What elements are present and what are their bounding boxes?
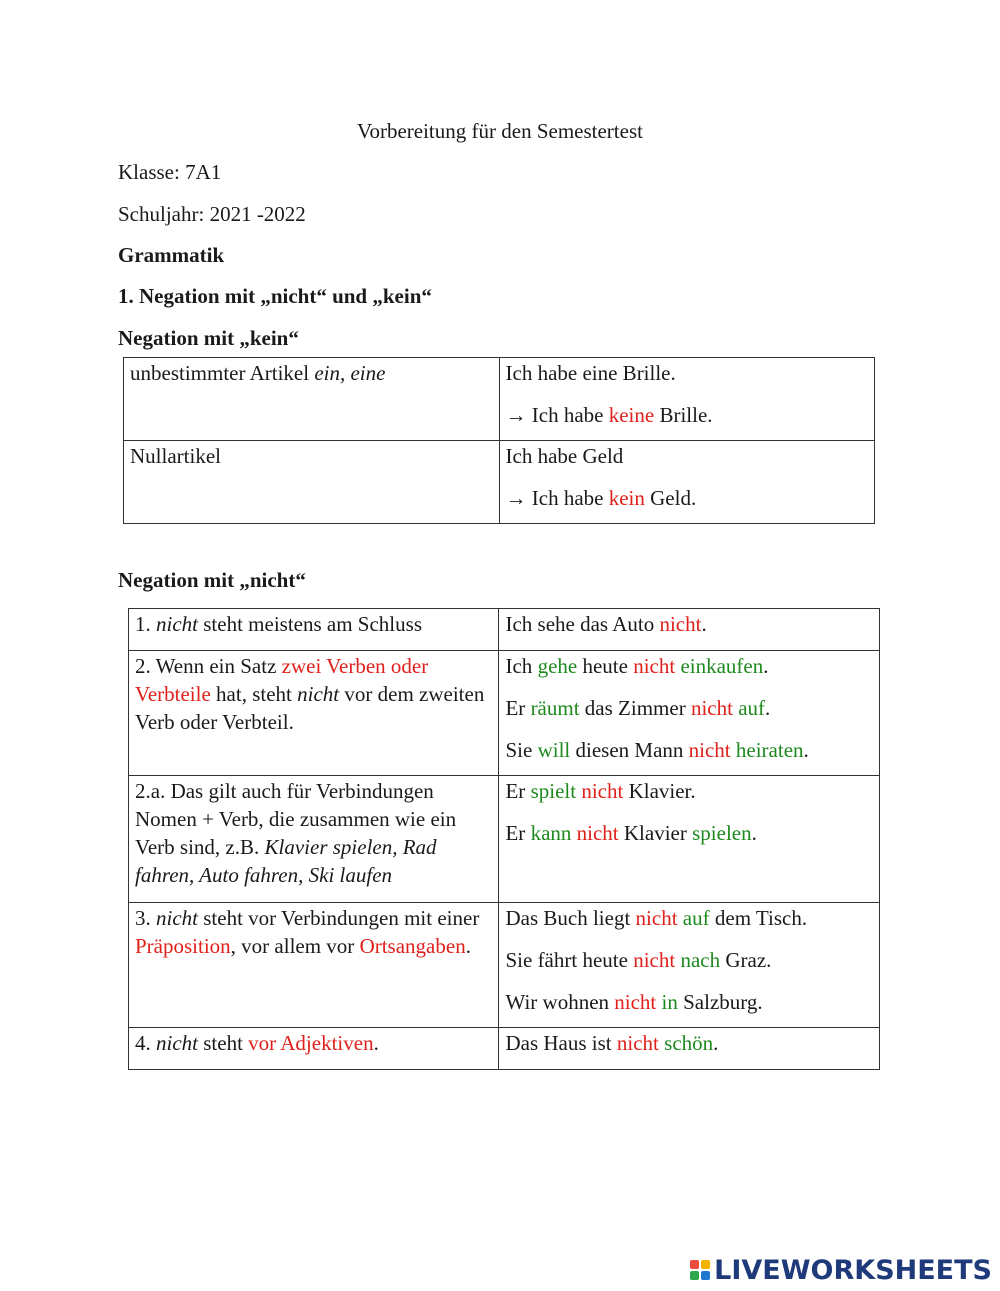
rule-cell: 3. nicht steht vor Verbindungen mit einer Präposition, vor allem vor Ortsangaben. [129,903,499,1028]
rule-cell: 2. Wenn ein Satz zwei Verben oder Verbteile hat, steht nicht vor dem zweiten Verb oder Verbteil. [129,651,499,776]
table-row [129,651,880,776]
school-year-line: Schuljahr: 2021 -2022 [118,202,306,226]
rule-cell: unbestimmter Artikel ein, eine [124,358,500,441]
example-sentence: Ich gehe heute nicht einkaufen. [505,654,769,678]
example-sentence: Er spielt nicht Klavier. [505,779,696,803]
logo-mark-icon [690,1260,710,1280]
example-sentence: Sie fährt heute nicht nach Graz. [505,948,772,972]
example-sentence: Er kann nicht Klavier spielen. [505,821,757,845]
table-row [129,903,880,1028]
table-row [124,358,875,441]
rule-cell: 2.a. Das gilt auch für Verbindungen Nomen + Verb, die zusammen wie ein Verb sind, z.B. Klavier spielen, Rad fahren, Auto fahren, Ski laufen [129,776,499,903]
example-sentence: Ich sehe das Auto nicht. [505,612,707,636]
rule-cell: Nullartikel [124,441,500,524]
example-sentence: Sie will diesen Mann nicht heiraten. [505,738,809,762]
liveworksheets-logo[interactable] [690,1253,992,1287]
example-cell [499,903,880,1028]
example-sentence: Wir wohnen nicht in Salzburg. [505,990,763,1014]
example-cell [499,609,880,651]
table-row [129,776,880,903]
example-cell [499,358,875,441]
logo-text: LIVEWORKSHEETS [714,1254,992,1286]
example-sentence: Das Buch liegt nicht auf dem Tisch. [505,906,808,930]
topic-heading: 1. Negation mit „nicht“ und „kein“ [118,284,432,308]
example-sentence: Er räumt das Zimmer nicht auf. [505,696,771,720]
nicht-heading: Negation mit „nicht“ [118,568,306,592]
class-line: Klasse: 7A1 [118,160,222,184]
example-sentence: → Ich habe kein Geld. [505,486,697,510]
table-row [129,1028,880,1070]
example-cell [499,651,880,776]
section-heading: Grammatik [118,243,225,267]
rule-cell: 4. nicht steht vor Adjektiven. [129,1028,499,1070]
example-sentence: Ich habe Geld [505,444,624,468]
example-cell [499,1028,880,1070]
kein-heading: Negation mit „kein“ [118,326,299,350]
example-cell [499,441,875,524]
example-cell [499,776,880,903]
kein-table [123,357,875,524]
table-row [124,441,875,524]
example-sentence: Ich habe eine Brille. [505,361,676,385]
document-title: Vorbereitung für den Semestertest [357,119,643,143]
example-sentence: Das Haus ist nicht schön. [505,1031,719,1055]
nicht-table [128,608,880,1070]
rule-cell: 1. nicht steht meistens am Schluss [129,609,499,651]
table-row [129,609,880,651]
example-sentence: → Ich habe keine Brille. [505,403,713,427]
